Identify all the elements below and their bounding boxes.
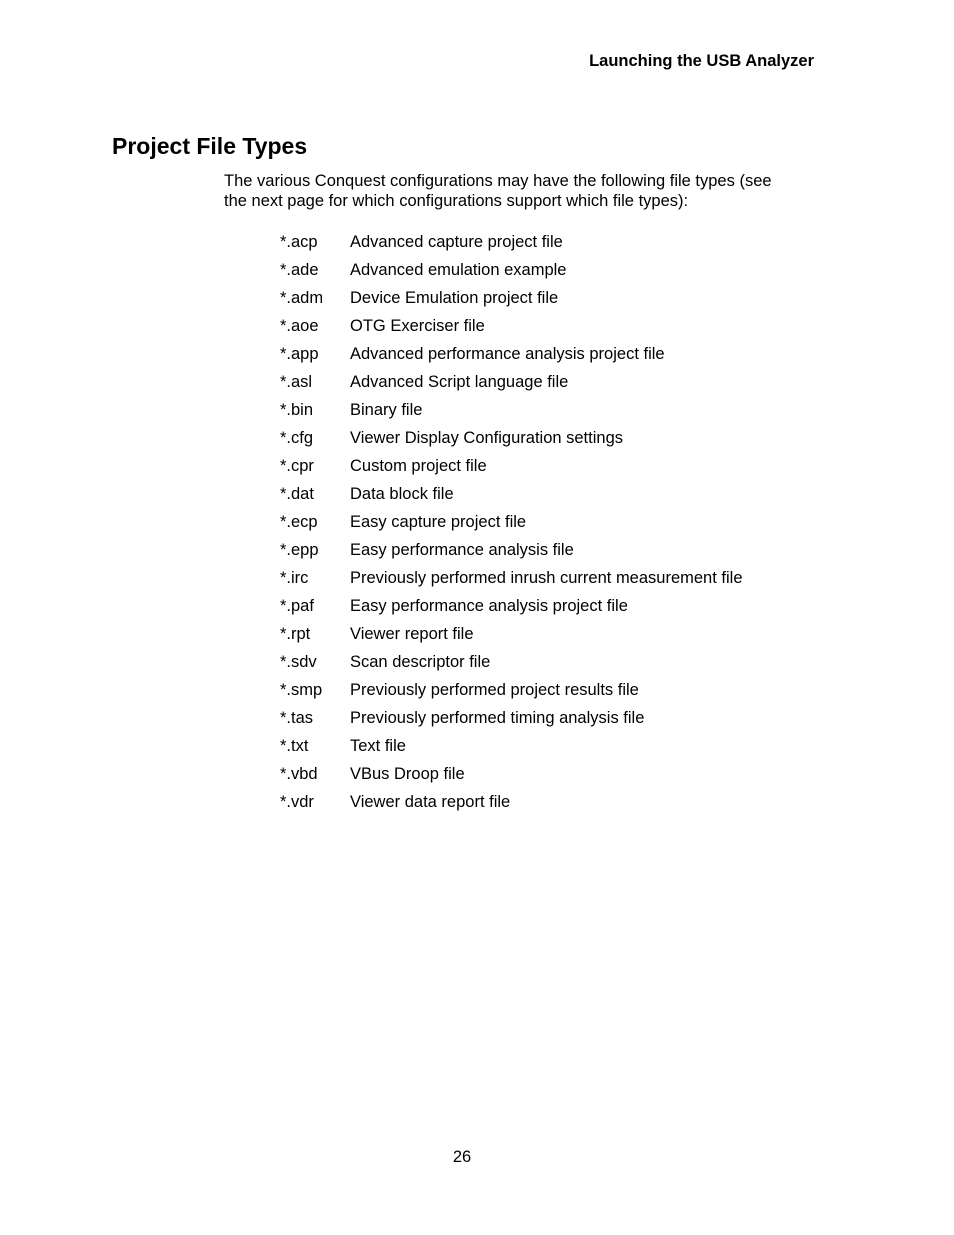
file-type-row <box>280 368 743 396</box>
file-type-row <box>280 480 743 508</box>
file-type-row <box>280 340 743 368</box>
intro-line: The various Conquest configurations may have the following file types (see <box>224 172 772 190</box>
file-extension: *.asl <box>280 372 313 391</box>
file-extension: *.aoe <box>280 316 319 335</box>
file-description: Advanced capture project file <box>350 232 563 251</box>
file-type-row <box>280 733 743 761</box>
intro-paragraph <box>224 171 824 211</box>
file-description: Easy performance analysis file <box>350 541 574 560</box>
file-type-row <box>280 677 743 705</box>
file-type-row <box>280 593 743 621</box>
file-extension: *.txt <box>280 737 309 756</box>
file-description: Viewer report file <box>350 625 474 644</box>
file-type-list <box>280 228 743 817</box>
file-extension: *.rpt <box>280 625 311 644</box>
file-type-row <box>280 565 743 593</box>
file-extension: *.cpr <box>280 456 314 475</box>
file-description: Advanced performance analysis project file <box>350 344 665 363</box>
file-description: VBus Droop file <box>350 765 465 784</box>
file-extension: *.tas <box>280 709 314 728</box>
file-extension: *.ade <box>280 260 319 279</box>
file-extension: *.paf <box>280 597 314 616</box>
file-description: OTG Exerciser file <box>350 316 485 335</box>
file-type-row <box>280 312 743 340</box>
file-type-row <box>280 228 743 256</box>
file-extension: *.irc <box>280 569 309 588</box>
file-description: Custom project file <box>350 456 487 475</box>
file-type-row <box>280 705 743 733</box>
file-type-row <box>280 649 743 677</box>
file-description: Previously performed inrush current measurement file <box>350 569 743 588</box>
file-type-row <box>280 284 743 312</box>
file-description: Text file <box>350 737 406 756</box>
running-header: Launching the USB Analyzer <box>589 52 814 70</box>
file-type-row <box>280 396 743 424</box>
file-extension: *.smp <box>280 681 323 700</box>
file-type-row <box>280 621 743 649</box>
file-description: Viewer data report file <box>350 793 511 812</box>
file-extension: *.app <box>280 344 319 363</box>
file-extension: *.sdv <box>280 653 317 672</box>
file-type-row <box>280 256 743 284</box>
file-extension: *.vbd <box>280 765 318 784</box>
file-description: Scan descriptor file <box>350 653 491 672</box>
file-type-row <box>280 424 743 452</box>
file-description: Easy performance analysis project file <box>350 597 628 616</box>
file-description: Advanced emulation example <box>350 260 567 279</box>
file-extension: *.adm <box>280 288 324 307</box>
file-description: Advanced Script language file <box>350 372 569 391</box>
file-type-row <box>280 537 743 565</box>
file-type-row <box>280 508 743 536</box>
file-type-row <box>280 761 743 789</box>
file-type-row <box>280 789 743 817</box>
file-type-row <box>280 452 743 480</box>
file-description: Easy capture project file <box>350 512 527 531</box>
file-description: Binary file <box>350 400 423 419</box>
intro-line: the next page for which configurations support which file types): <box>224 192 689 210</box>
file-description: Viewer Display Configuration settings <box>350 428 623 447</box>
file-description: Previously performed timing analysis file <box>350 709 645 728</box>
page-number: 26 <box>452 1148 472 1166</box>
file-extension: *.cfg <box>280 428 314 447</box>
file-description: Device Emulation project file <box>350 288 559 307</box>
file-description: Previously performed project results file <box>350 681 639 700</box>
file-extension: *.acp <box>280 232 318 251</box>
file-extension: *.dat <box>280 484 314 503</box>
file-extension: *.ecp <box>280 512 318 531</box>
file-extension: *.bin <box>280 400 314 419</box>
file-extension: *.epp <box>280 541 319 560</box>
file-extension: *.vdr <box>280 793 314 812</box>
section-title: Project File Types <box>112 133 308 159</box>
file-description: Data block file <box>350 484 454 503</box>
